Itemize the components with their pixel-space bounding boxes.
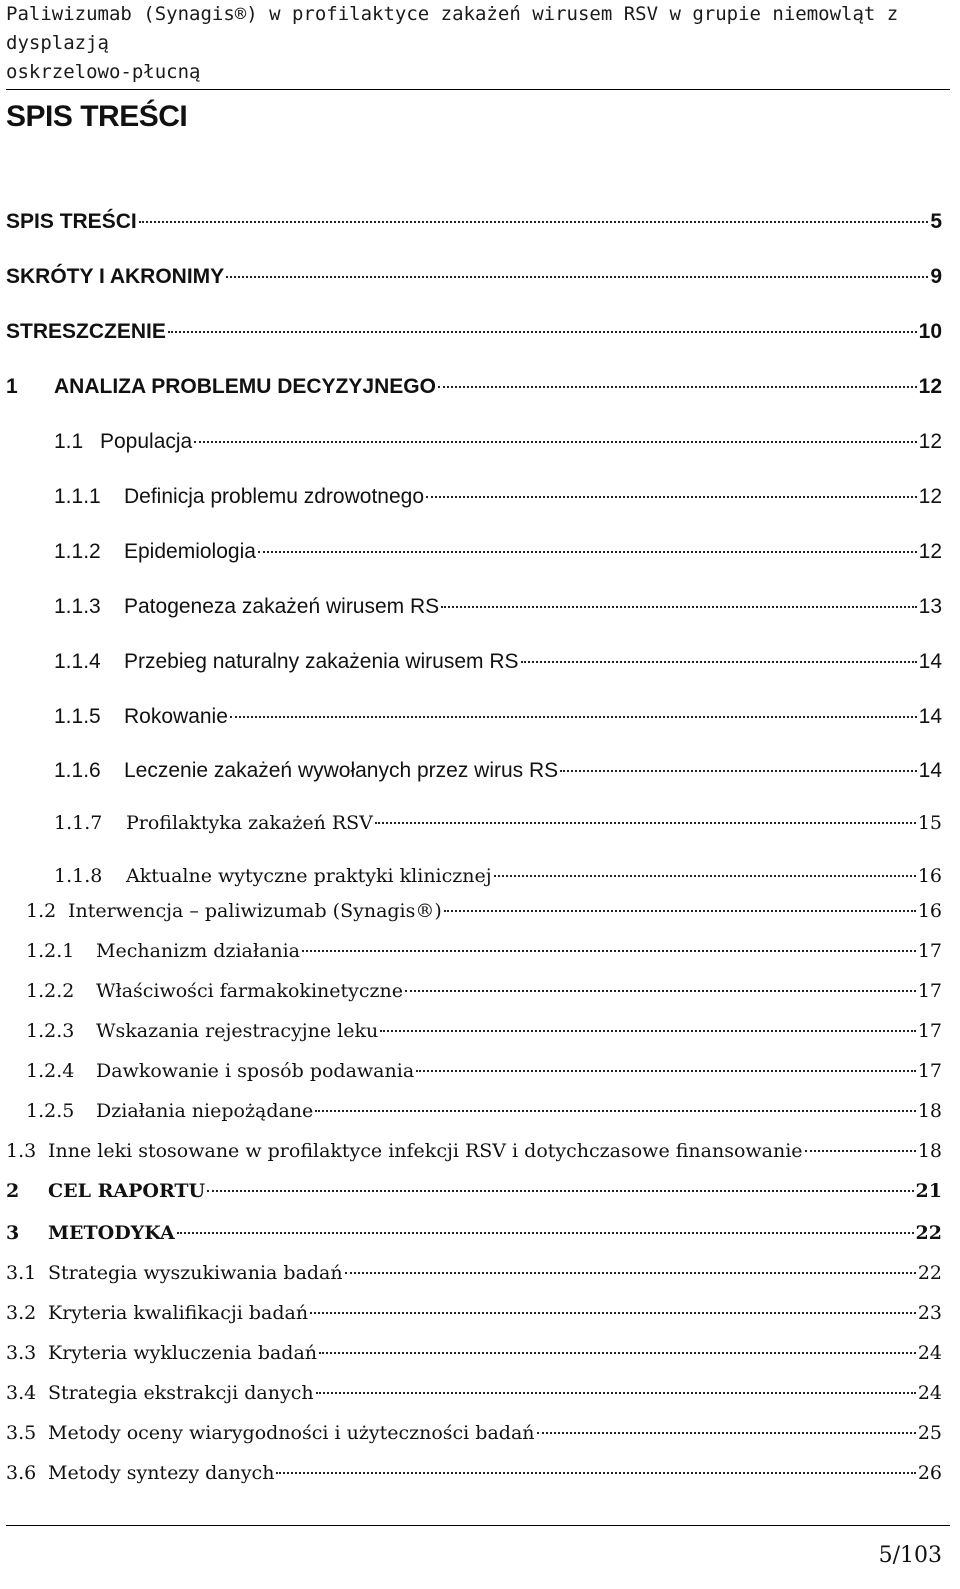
toc-entry-page: 10: [918, 320, 942, 343]
toc-entry-number: 3: [6, 1222, 20, 1244]
toc-entry-title: Działania niepożądane: [96, 1100, 314, 1122]
toc-entry-title: Strategia ekstrakcji danych: [48, 1382, 314, 1404]
toc-entry[interactable]: [6, 1222, 942, 1262]
toc-entry-number: 3.5: [6, 1422, 37, 1444]
toc-dot-leader: [258, 551, 917, 553]
toc-entry-number: 2: [6, 1180, 20, 1202]
toc-entry-title: Właściwości farmakokinetyczne: [96, 980, 404, 1002]
toc-entry-page: 12: [918, 485, 942, 508]
toc-dot-leader: [310, 1312, 916, 1314]
toc-entry-page: 17: [917, 1020, 942, 1042]
toc-dot-leader: [276, 1472, 915, 1474]
toc-entry-title: ANALIZA PROBLEMU DECYZYJNEGO: [54, 375, 436, 398]
toc-entry-page: 5: [930, 210, 942, 233]
toc-entry-title: METODYKA: [48, 1222, 175, 1244]
toc-entry-title: Aktualne wytyczne praktyki klinicznej: [126, 865, 492, 887]
toc-entry[interactable]: [6, 1262, 942, 1302]
toc-entry-title: Strategia wyszukiwania badań: [48, 1262, 343, 1284]
toc-entry-number: 1.1.4: [54, 650, 101, 673]
toc-entry[interactable]: [6, 1302, 942, 1342]
toc-entry-page: 16: [917, 865, 942, 887]
toc-entry-page: 21: [915, 1180, 942, 1202]
toc-entry-number: 1.2.2: [26, 980, 75, 1002]
toc-entry-number: 3.1: [6, 1262, 37, 1284]
toc-dot-leader: [226, 276, 928, 278]
toc-entry-number: 1.1.6: [54, 759, 101, 782]
toc-entry-page: 12: [918, 375, 942, 398]
toc-entry-page: 14: [918, 705, 942, 728]
toc-entry-number: 1: [6, 375, 18, 398]
toc-entry[interactable]: [6, 865, 942, 905]
toc-dot-leader: [537, 1432, 916, 1434]
toc-entry[interactable]: [6, 650, 942, 690]
toc-dot-leader: [426, 496, 917, 498]
toc-entry-title: Metody oceny wiarygodności i użyteczności badań: [48, 1422, 535, 1444]
toc-entry-page: 9: [930, 265, 942, 288]
toc-entry-title: Mechanizm działania: [96, 940, 300, 962]
toc-entry[interactable]: [6, 812, 942, 852]
toc-entry-page: 14: [918, 650, 942, 673]
toc-entry[interactable]: [6, 1462, 942, 1502]
toc-entry[interactable]: [6, 595, 942, 635]
toc-entry-title: SPIS TREŚCI: [6, 210, 137, 233]
toc-dot-leader: [375, 822, 916, 824]
toc-entry-number: 3.4: [6, 1382, 37, 1404]
toc-entry-title: Rokowanie: [124, 705, 228, 728]
toc-dot-leader: [319, 1352, 916, 1354]
toc-entry[interactable]: [6, 980, 942, 1020]
toc-entry[interactable]: [6, 1100, 942, 1140]
page-number: 5/103: [878, 1543, 942, 1568]
toc-entry[interactable]: [6, 485, 942, 525]
toc-dot-leader: [444, 910, 916, 912]
toc-entry-title: Epidemiologia: [124, 540, 256, 563]
toc-entry-title: Kryteria wykluczenia badań: [48, 1342, 318, 1364]
toc-entry-page: 13: [918, 595, 942, 618]
toc-entry[interactable]: [6, 320, 942, 360]
toc-entry[interactable]: [6, 540, 942, 580]
toc-dot-leader: [560, 770, 916, 772]
toc-entry-title: Dawkowanie i sposób podawania: [96, 1060, 415, 1082]
toc-dot-leader: [805, 1150, 916, 1152]
toc-entry-number: 1.3: [6, 1140, 37, 1162]
toc-entry-page: 26: [917, 1462, 942, 1484]
toc-entry-page: 17: [917, 940, 942, 962]
toc-dot-leader: [139, 221, 929, 223]
toc-entry-title: Leczenie zakażeń wywołanych przez wirus RS: [124, 759, 559, 782]
toc-entry-page: 16: [917, 900, 942, 922]
toc-dot-leader: [302, 950, 916, 952]
toc-dot-leader: [207, 1190, 913, 1192]
toc-entry[interactable]: [6, 940, 942, 980]
toc-entry[interactable]: [6, 1382, 942, 1422]
toc-entry-number: 1.2.1: [26, 940, 75, 962]
toc-entry-page: 12: [918, 540, 942, 563]
toc-entry[interactable]: [6, 1180, 942, 1220]
toc-entry-number: 1.2: [26, 900, 57, 922]
toc-entry-page: 17: [917, 980, 942, 1002]
toc-entry-number: 1.1.3: [54, 595, 101, 618]
toc-entry-number: 1.2.3: [26, 1020, 75, 1042]
toc-entry-page: 22: [915, 1222, 942, 1244]
footer-divider: [6, 1525, 950, 1526]
toc-entry-number: 3.2: [6, 1302, 37, 1324]
toc-entry-number: 1.1: [54, 430, 84, 453]
toc-entry-page: 23: [917, 1302, 942, 1324]
toc-dot-leader: [177, 1232, 914, 1234]
toc-entry[interactable]: [6, 430, 942, 470]
toc-entry-page: 22: [917, 1262, 942, 1284]
toc-entry-title: Przebieg naturalny zakażenia wirusem RS: [124, 650, 519, 673]
toc-dot-leader: [315, 1110, 916, 1112]
toc-entry-page: 18: [917, 1140, 942, 1162]
toc-entry-number: 1.1.2: [54, 540, 101, 563]
toc-entry-title: Definicja problemu zdrowotnego: [124, 485, 424, 508]
toc-dot-leader: [441, 606, 916, 608]
toc-entry-page: 15: [917, 812, 942, 834]
running-header-line-1: Paliwizumab (Synagis®) w profilaktyce zakażeń wirusem RSV w grupie niemowląt z dysplazją: [6, 3, 899, 54]
toc-dot-leader: [380, 1030, 916, 1032]
toc-entry-number: 1.1.8: [54, 865, 103, 887]
toc-dot-leader: [194, 441, 916, 443]
toc-entry-title: Kryteria kwalifikacji badań: [48, 1302, 309, 1324]
toc-dot-leader: [416, 1070, 916, 1072]
toc-entry-title: Inne leki stosowane w profilaktyce infekcji RSV i dotychczasowe finansowanie: [48, 1140, 803, 1162]
toc-entry-page: 17: [917, 1060, 942, 1082]
toc-entry-number: 1.1.5: [54, 705, 101, 728]
toc-entry-title: Profilaktyka zakażeń RSV: [126, 812, 373, 834]
toc-entry[interactable]: [6, 1342, 942, 1382]
toc-entry-number: 1.2.5: [26, 1100, 75, 1122]
toc-dot-leader: [494, 875, 916, 877]
toc-entry[interactable]: [6, 210, 942, 250]
toc-entry-title: STRESZCZENIE: [6, 320, 166, 343]
toc-entry-page: 24: [917, 1382, 942, 1404]
toc-entry-number: 3.3: [6, 1342, 37, 1364]
toc-entry[interactable]: [6, 375, 942, 415]
toc-entry-title: Interwencja – paliwizumab (Synagis®): [68, 900, 442, 922]
toc-entry-title: SKRÓTY I AKRONIMY: [6, 265, 225, 288]
toc-entry-page: 12: [918, 430, 942, 453]
toc-entry-title: CEL RAPORTU: [48, 1180, 206, 1202]
toc-entry[interactable]: [6, 1422, 942, 1462]
toc-entry[interactable]: [6, 705, 942, 745]
toc-entry-page: 25: [917, 1422, 942, 1444]
toc-entry-number: 1.2.4: [26, 1060, 75, 1082]
toc-entry[interactable]: [6, 759, 942, 799]
page-title: SPIS TREŚCI: [6, 100, 188, 133]
toc-entry-number: 3.6: [6, 1462, 37, 1484]
toc-dot-leader: [438, 386, 917, 388]
toc-entry[interactable]: [6, 1140, 942, 1180]
toc-entry[interactable]: [6, 1060, 942, 1100]
running-header-line-2: oskrzelowo-płucną: [6, 61, 201, 83]
toc-dot-leader: [168, 331, 917, 333]
toc-entry-title: Wskazania rejestracyjne leku: [96, 1020, 379, 1042]
toc-entry[interactable]: [6, 265, 942, 305]
toc-dot-leader: [316, 1392, 916, 1394]
toc-dot-leader: [230, 716, 917, 718]
toc-entry-page: 24: [917, 1342, 942, 1364]
toc-entry-title: Populacja: [100, 430, 193, 453]
toc-dot-leader: [405, 990, 916, 992]
toc-entry-page: 18: [917, 1100, 942, 1122]
toc-entry-title: Metody syntezy danych: [48, 1462, 275, 1484]
toc-entry[interactable]: [6, 1020, 942, 1060]
toc-dot-leader: [345, 1272, 916, 1274]
running-header: [6, 0, 950, 90]
toc-entry-title: Patogeneza zakażeń wirusem RS: [124, 595, 440, 618]
toc-entry[interactable]: [6, 900, 942, 940]
toc-entry-page: 14: [918, 759, 942, 782]
toc-entry-number: 1.1.1: [54, 485, 101, 508]
toc-entry-number: 1.1.7: [54, 812, 103, 834]
toc-dot-leader: [521, 661, 917, 663]
